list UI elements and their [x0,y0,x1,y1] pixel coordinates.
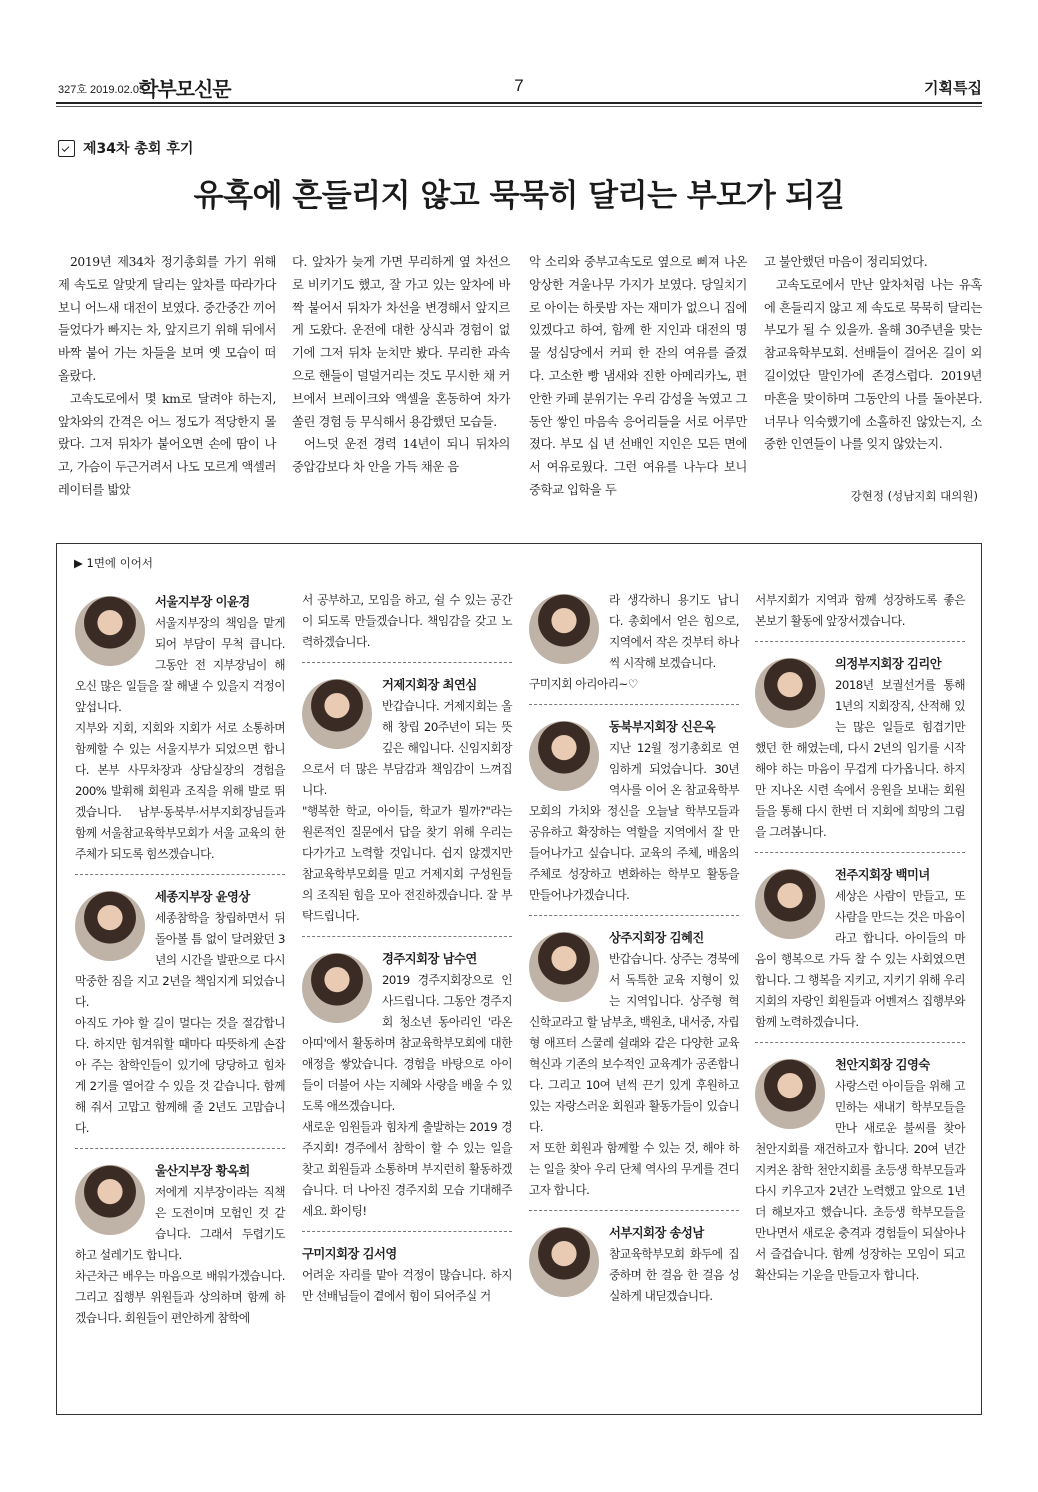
entry-text: 2018년 보궐선거를 통해 1년의 지회장직, 산적해 있는 많은 일들로 힘겹기만 했던 한 해였는데, 다시 2년의 임기를 시작해야 하는 마음이 무겁게 다가옵니다. 하지만 지나온 시련 속에서 응원을 보내는 회원들을 통해 다시 한번 더 지회에 희망의 그림을 그려봅니다. [755,678,965,839]
entry-text: 지부와 지회, 지회와 지회가 서로 소통하며 함께할 수 있는 서울지부가 되었으면 합니다. 본부 사무차장과 상담실장의 경험을 200% 발휘해 회원과 조직을 위해 발로 뛰겠습니다. 남부·동북부·서부지회장님들과 함께 서울참교육학부모회가 서울 교육의 한 주체가 되도록 힘쓰겠습니다. [75,721,285,861]
entry-text: 어려운 자리를 맡아 걱정이 많습니다. 하지만 선배님들이 곁에서 힘이 되어주실 거 [302,1268,512,1303]
page-number: 7 [514,76,524,95]
entry-name: 전주지회장 백미녀 [835,868,930,882]
article-paragraph: 악 소리와 중부고속도로 옆으로 삐져 나온 앙상한 겨울나무 가지가 보였다. 당일치기로 아이는 하룻밤 자는 재미가 없으니 집에 있겠다고 하여, 함께 한 지인과 대전의 명물 성심당에서 커피 한 잔의 여유를 즐겼다. 고소한 빵 냄새와 진한 아메리카노, 편안한 카페 분위기는 우리 감성을 녹였고 그동안 쌓인 마음속 응어리들을 서로 어루만졌다. 부모 십 년 선배인 지인은 모든 면에서 여유로웠다. 그런 여유를 나누다 보니 중학교 입학을 두 [529,255,747,497]
entry-text: 서울지부장의 책임을 맡게 되어 부담이 무척 큽니다. 그동안 전 지부장님이 해 오신 많은 일들을 잘 해낼 수 있을지 걱정이 앞섭니다. [75,616,285,714]
divider [302,662,512,663]
divider [302,936,512,937]
entry-text: 저 또한 회원과 함께할 수 있는 것, 해야 하는 일을 찾아 우리 단체 역사의 무게를 견디고자 합니다. [529,1141,739,1197]
message-entry [529,1223,739,1307]
divider [529,704,739,705]
divider [529,1210,739,1211]
avatar [75,596,145,666]
avatar [529,594,599,664]
divider [75,1148,285,1149]
entry-text: 서 공부하고, 모임을 하고, 쉴 수 있는 공간이 되도록 만들겠습니다. 책임감을 갖고 노력하겠습니다. [302,593,512,649]
divider [529,915,739,916]
message-entry [529,928,739,1201]
article-column-2 [292,251,510,479]
message-entry [75,1161,285,1329]
avatar [75,1165,145,1235]
box-column-2 [302,590,512,1307]
box-column-4 [755,590,965,1286]
entry-text: 구미지회 아리아리~♡ [529,677,638,691]
avatar [302,953,372,1023]
article-kicker [58,138,193,158]
message-continued [529,590,739,695]
divider [755,1042,965,1043]
message-entry [755,1055,965,1286]
message-entry [529,717,739,906]
entry-text: 참교육학부모회 화두에 집중하며 한 걸음 한 걸음 성실하게 내딛겠습니다. [609,1247,739,1303]
message-entry [75,592,285,865]
message-entry [302,675,512,927]
divider [302,1231,512,1232]
article-paragraph: 다. 앞차가 늦게 가면 무리하게 옆 차선으로 비키기도 했고, 잘 가고 있는 앞차에 바짝 붙어서 뒤차가 차선을 변경해서 앞지르게 도왔다. 운전에 대한 상식과 경험이 없기에 그저 뒤차 눈치만 봤다. 무리한 과속으로 핸들이 덜덜거리는 것도 무시한 채 커브에서 브레이크와 액셀을 혼동하여 차가 쏠린 경험 등 무식해서 용감했던 모습들. [292,255,510,429]
entry-name: 천안지회장 김영숙 [835,1058,930,1072]
entry-text: 세종참학을 창립하면서 뒤돌아볼 틈 없이 달려왔던 3년의 시간을 발판으로 다시 막중한 짐을 지고 2년을 책임지게 되었습니다. [75,911,285,1009]
avatar [529,932,599,1002]
divider [75,874,285,875]
article-paragraph: 고속도로에서 몇 km로 달려야 하는지, 앞차와의 간격은 어느 정도가 적당한지 몰랐다. 그저 뒤차가 붙어오면 손에 땀이 나고, 가슴이 두근거려서 나도 모르게 액셀러레이터를 밟았 [58,391,276,497]
article-paragraph: 어느덧 운전 경력 14년이 되니 뒤차의 중압감보다 차 안을 가득 채운 음 [292,437,510,475]
entry-name: 의정부지회장 김리안 [835,657,942,671]
message-continued [302,590,512,653]
entry-text: 서부지회가 지역과 함께 성장하도록 좋은 본보기 활동에 앞장서겠습니다. [755,593,965,628]
entry-name: 서울지부장 이윤경 [155,595,250,609]
message-continued [755,590,965,632]
header-rule [56,102,982,104]
article-author: 강현정 (성남지회 대의원) [850,489,978,503]
box-column-1 [75,590,285,1329]
entry-text: 세상은 사람이 만들고, 또 사람을 만드는 것은 마음이라고 합니다. 아이들의 마음이 행복으로 가득 찰 수 있는 사회였으면 합니다. 그 행복을 지키고, 지키기 위해 우리 지회의 자랑인 회원들과 어벤져스 집행부와 함께 노력하겠습니다. [755,889,965,1029]
entry-text: 사랑스런 아이들을 위해 고민하는 새내기 학부모들을 만나 새로운 불씨를 찾아 천안지회를 재건하고자 합니다. 20여 년간 지켜온 참학 천안지회를 초등생 학부모들과 다시 키우고자 2년간 노력했고 앞으로 1년 더 해보자고 했습니다. 초등생 학부모들을 만나면서 새로운 충격과 경험들이 되살아나서 즐겁습니다. 함께 성장하는 모임이 되고 확산되는 기운을 만들고자 합니다. [755,1079,965,1282]
article-column-1 [58,251,276,502]
article-paragraph: 고속도로에서 만난 앞차처럼 나는 유혹에 흔들리지 않고 제 속도로 묵묵히 달리는 부모가 될 수 있을까. 올해 30주년을 맞는 참교육학부모회. 선배들이 걸어온 길이 외길이었단 말인가에 존경스럽다. 2019년 마흔을 맞이하며 그동안의 나를 돌아본다. 너무나 익숙했기에 소홀하진 않았는지, 소중한 인연들이 나를 잊지 않았는지. [764,277,982,452]
entry-name: 서부지회장 송성남 [609,1226,704,1240]
issue-date: 327호 2019.02.05. [58,84,149,96]
entry-text: 반갑습니다. 거제지회는 올해 창립 20주년이 되는 뜻깊은 해입니다. 신임지회장으로서 더 많은 부담감과 책임감이 느껴집니다. [302,699,512,797]
entry-name: 경주지회장 남수연 [382,952,477,966]
box-column-3 [529,590,739,1307]
article-column-3 [529,251,747,502]
avatar [755,658,825,728]
divider [755,852,965,853]
entry-text: "행복한 학교, 아이들, 학교가 뭘까?"라는 원론적인 질문에서 답을 찾기 위해 우리는 다가가고 노력할 것입니다. 쉽지 않겠지만 참교육학부모회를 믿고 거제지회 구성원들의 조직된 힘을 모아 전진하겠습니다. 잘 부탁드립니다. [302,804,512,923]
avatar [302,679,372,749]
entry-text: 아직도 가야 할 길이 멀다는 것을 절감합니다. 하지만 힘겨워할 때마다 따뜻하게 손잡아 주는 참학인들이 있기에 당당하고 힘차게 2기를 열어갈 수 있을 것 같습니다. 함께해 줘서 고맙고 함께해 줄 2년도 고맙습니다. [75,1016,285,1135]
entry-name: 울산지부장 황옥희 [155,1164,250,1178]
entry-text: 차근차근 배우는 마음으로 배워가겠습니다. 그리고 집행부 위원들과 상의하며 함께 하겠습니다. 회원들이 편안하게 참학에 [75,1269,285,1325]
entry-text: 저에게 지부장이라는 직책은 도전이며 모험인 것 같습니다. 그래서 두렵기도 하고 설레기도 합니다. [75,1185,285,1262]
article-column-4 [764,251,982,456]
continued-label: ▶ 1면에 이어서 [74,556,154,570]
message-entry [302,1244,512,1307]
article-paragraph: 2019년 제34차 정기총회를 가기 위해 제 속도로 알맞게 달리는 앞차를 따라가다 보니 어느새 대전이 보였다. 중간중간 끼어들었다가 빠지는 차, 앞지르기 위해 뒤에서 바짝 붙어 가는 차들을 보며 옛 모습이 떠올랐다. [58,255,276,383]
kicker-text: 제34차 총회 후기 [83,141,194,157]
avatar [755,1059,825,1129]
entry-name: 거제지회장 최연심 [382,678,477,692]
entry-name: 동북부지회장 신은옥 [609,720,716,734]
entry-name: 상주지회장 김혜진 [609,931,704,945]
avatar [75,891,145,961]
message-entry [755,654,965,843]
entry-text: 2019 경주지회장으로 인사드립니다. 그동안 경주지회 청소년 동아리인 '라온아띠'에서 활동하며 참교육학부모회에 대한 애정을 쌓았습니다. 경험을 바탕으로 아이들이 더불어 사는 지혜와 사랑을 배울 수 있도록 애쓰겠습니다. [302,973,512,1113]
entry-text: 라 생각하니 용기도 납니다. 총회에서 얻은 힘으로, 지역에서 작은 것부터 하나씩 시작해 보겠습니다. [609,593,739,670]
article-paragraph: 고 불안했던 마음이 정리되었다. [764,255,928,269]
entry-text: 새로운 임원들과 힘차게 출발하는 2019 경주지회! 경주에서 참학이 할 수 있는 일을 찾고 회원들과 소통하며 부지런히 활동하겠습니다. 더 나아진 경주지회 모습 기대해주세요. 화이팅! [302,1120,512,1218]
entry-name: 구미지회장 김서영 [302,1247,397,1261]
check-icon [58,140,75,157]
avatar [529,721,599,791]
divider [755,641,965,642]
message-entry [755,865,965,1033]
avatar [755,869,825,939]
message-entry [302,949,512,1222]
entry-name: 세종지부장 윤영상 [155,890,250,904]
message-entry [75,887,285,1139]
newspaper-name: 학부모신문 [139,77,231,101]
section-name: 기획특집 [924,79,982,97]
header-rule-thin [56,106,982,107]
entry-text: 지난 12월 정기총회로 연임하게 되었습니다. 30년 역사를 이어 온 참교육학부모회의 가치와 정신을 오늘날 학부모들과 공유하고 확장하는 역할을 지역에서 잘 만들어나가고 싶습니다. 교육의 주체, 배움의 주체로 성장하고 변화하는 학부모 활동을 만들어나가겠습니다. [529,741,739,902]
avatar [529,1227,599,1297]
entry-text: 반갑습니다. 상주는 경북에서 독특한 교육 지형이 있는 지역입니다. 상주형 혁신학교라고 할 남부초, 백원초, 내서중, 자립형 애프터 스쿨레 쉴래와 같은 다양한 교육 혁신과 기존의 보수적인 교육계가 공존합니다. 그리고 10여 년씩 끈기 있게 후원하고 있는 자랑스러운 회원과 활동가들이 있습니다. [529,952,739,1134]
article-headline: 유혹에 흔들리지 않고 묵묵히 달리는 부모가 되길 [193,178,845,214]
